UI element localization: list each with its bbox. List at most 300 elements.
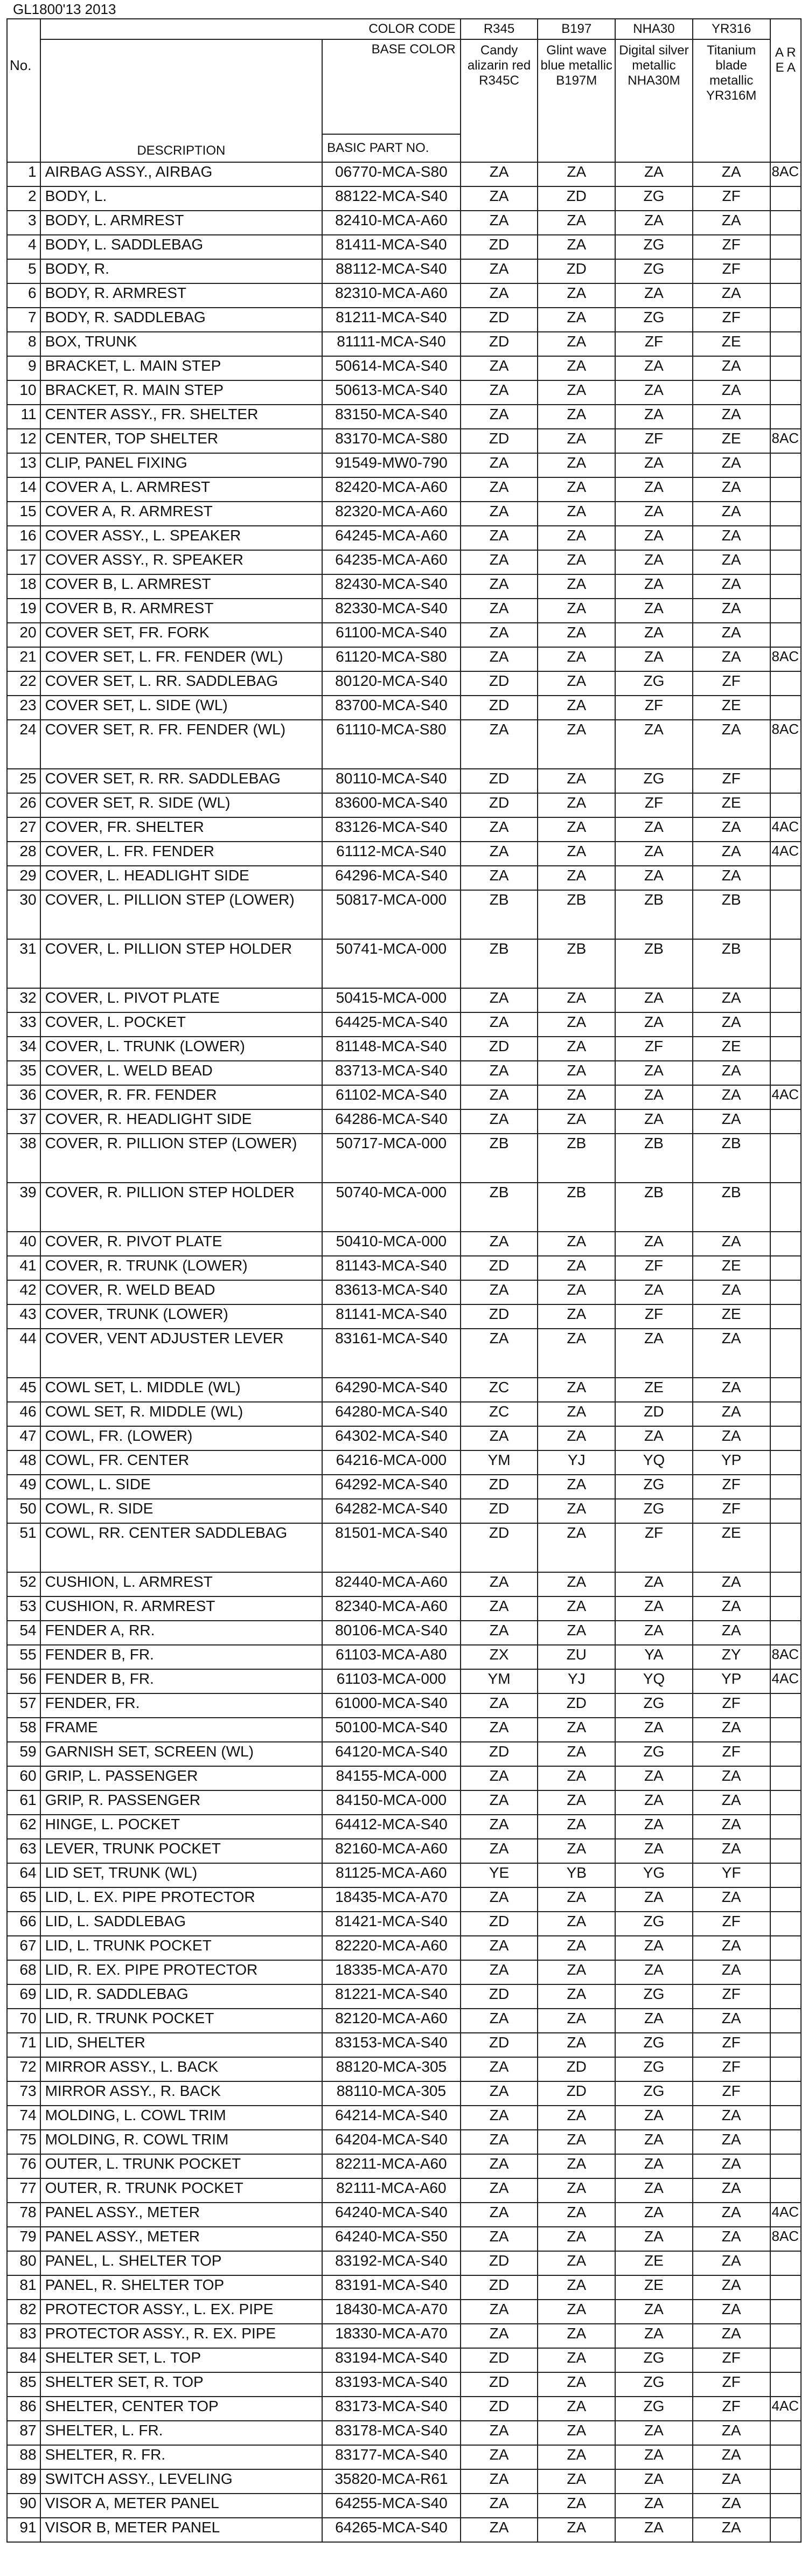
row-part-number: 81221-MCA-S40	[322, 1984, 461, 2009]
table-row	[7, 2348, 801, 2372]
row-color-code-1: ZB	[461, 890, 538, 939]
row-color-code-2: ZA	[538, 2300, 615, 2324]
row-area	[770, 453, 802, 477]
row-description: COVER SET, R. RR. SADDLEBAG	[40, 769, 322, 793]
row-part-number: 64290-MCA-S40	[322, 1378, 461, 1402]
table-row	[7, 332, 801, 356]
row-color-code-1: ZA	[461, 477, 538, 502]
header-color-name-2: Glint wave blue metallic B197M	[538, 39, 615, 162]
table-row	[7, 1378, 801, 1402]
row-color-code-3: ZA	[615, 356, 693, 380]
table-row	[7, 1134, 801, 1183]
row-description: COVER, L. FR. FENDER	[40, 842, 322, 866]
row-area	[770, 1037, 802, 1061]
row-number: 37	[7, 1109, 40, 1134]
row-number: 15	[7, 502, 40, 526]
row-description: COVER ASSY., R. SPEAKER	[40, 550, 322, 574]
row-color-code-4: YP	[693, 1669, 770, 1693]
row-color-code-1: ZA	[461, 1790, 538, 1815]
table-row	[7, 623, 801, 647]
row-color-code-4: ZA	[693, 2324, 770, 2348]
row-color-code-1: YM	[461, 1669, 538, 1693]
table-row	[7, 1790, 801, 1815]
row-color-code-1: ZA	[461, 2300, 538, 2324]
row-part-number: 50410-MCA-000	[322, 1232, 461, 1256]
row-color-code-3: ZA	[615, 623, 693, 647]
row-area: 8AC	[770, 162, 802, 186]
row-color-code-2: ZA	[538, 1621, 615, 1645]
row-description: AIRBAG ASSY., AIRBAG	[40, 162, 322, 186]
table-row	[7, 574, 801, 599]
header-color-code-3: NHA30	[615, 19, 693, 39]
row-part-number: 18330-MCA-A70	[322, 2324, 461, 2348]
row-area	[770, 1718, 802, 1742]
row-color-code-4: ZE	[693, 1304, 770, 1329]
row-color-code-3: ZA	[615, 1572, 693, 1596]
row-color-code-4: ZA	[693, 405, 770, 429]
row-number: 45	[7, 1378, 40, 1402]
row-description: SWITCH ASSY., LEVELING	[40, 2469, 322, 2494]
row-color-code-4: ZA	[693, 623, 770, 647]
row-area	[770, 2518, 802, 2542]
table-row	[7, 1450, 801, 1475]
row-area	[770, 1523, 802, 1572]
row-color-code-2: ZA	[538, 1960, 615, 1984]
table-row	[7, 939, 801, 988]
row-description: COVER, L. WELD BEAD	[40, 1061, 322, 1085]
row-color-code-2: ZA	[538, 1012, 615, 1037]
row-color-code-1: ZA	[461, 211, 538, 235]
row-area	[770, 526, 802, 550]
row-number: 74	[7, 2106, 40, 2130]
row-description: VISOR B, METER PANEL	[40, 2518, 322, 2542]
row-color-code-2: ZA	[538, 283, 615, 308]
row-color-code-2: ZA	[538, 308, 615, 332]
table-row	[7, 671, 801, 696]
row-description: COVER ASSY., L. SPEAKER	[40, 526, 322, 550]
row-area	[770, 1280, 802, 1304]
row-color-code-3: ZG	[615, 2348, 693, 2372]
row-area	[770, 1012, 802, 1037]
row-color-code-3: ZA	[615, 2300, 693, 2324]
table-row	[7, 647, 801, 671]
row-color-code-1: ZA	[461, 2154, 538, 2178]
row-color-code-2: ZA	[538, 988, 615, 1012]
row-color-code-1: ZD	[461, 1984, 538, 2009]
row-number: 76	[7, 2154, 40, 2178]
row-color-code-2: YB	[538, 1863, 615, 1887]
row-part-number: 82310-MCA-A60	[322, 283, 461, 308]
row-description: LID, SHELTER	[40, 2033, 322, 2057]
row-area	[770, 1572, 802, 1596]
table-row	[7, 2130, 801, 2154]
row-color-code-1: ZA	[461, 1426, 538, 1450]
row-color-code-3: ZA	[615, 162, 693, 186]
row-description: BODY, R.	[40, 259, 322, 283]
row-color-code-2: ZA	[538, 2203, 615, 2227]
table-row	[7, 356, 801, 380]
row-color-code-1: ZA	[461, 2494, 538, 2518]
table-row	[7, 1523, 801, 1572]
row-part-number: 50817-MCA-000	[322, 890, 461, 939]
row-part-number: 61103-MCA-A80	[322, 1645, 461, 1669]
table-row	[7, 259, 801, 283]
row-color-code-3: ZA	[615, 283, 693, 308]
row-description: SHELTER SET, R. TOP	[40, 2372, 322, 2397]
row-color-code-3: ZF	[615, 1256, 693, 1280]
row-color-code-4: ZB	[693, 1183, 770, 1232]
row-area: 8AC	[770, 647, 802, 671]
row-color-code-1: ZD	[461, 1912, 538, 1936]
row-color-code-2: ZA	[538, 2348, 615, 2372]
row-color-code-2: ZA	[538, 2518, 615, 2542]
row-part-number: 50717-MCA-000	[322, 1134, 461, 1183]
row-color-code-1: ZA	[461, 1960, 538, 1984]
row-color-code-1: ZD	[461, 1742, 538, 1766]
row-part-number: 80110-MCA-S40	[322, 769, 461, 793]
row-color-code-3: ZA	[615, 502, 693, 526]
row-part-number: 82220-MCA-A60	[322, 1936, 461, 1960]
header-color-name-4: Titanium blade metallic YR316M	[693, 39, 770, 162]
row-part-number: 83150-MCA-S40	[322, 405, 461, 429]
row-number: 33	[7, 1012, 40, 1037]
row-part-number: 64240-MCA-S50	[322, 2227, 461, 2251]
row-color-code-3: ZA	[615, 2009, 693, 2033]
row-color-code-2: ZA	[538, 2154, 615, 2178]
row-color-code-1: ZA	[461, 2106, 538, 2130]
row-description: BODY, R. SADDLEBAG	[40, 308, 322, 332]
row-color-code-3: ZA	[615, 1061, 693, 1085]
row-area	[770, 2324, 802, 2348]
row-description: MIRROR ASSY., R. BACK	[40, 2081, 322, 2106]
row-color-code-4: ZA	[693, 2178, 770, 2203]
table-row	[7, 988, 801, 1012]
row-description: COVER, L. PILLION STEP HOLDER	[40, 939, 322, 988]
row-number: 48	[7, 1450, 40, 1475]
row-color-code-3: ZG	[615, 2033, 693, 2057]
row-part-number: 64286-MCA-S40	[322, 1109, 461, 1134]
row-description: COVER, L. HEADLIGHT SIDE	[40, 866, 322, 890]
table-row	[7, 2033, 801, 2057]
table-row	[7, 1572, 801, 1596]
row-number: 77	[7, 2178, 40, 2203]
table-row	[7, 1232, 801, 1256]
row-part-number: 64214-MCA-S40	[322, 2106, 461, 2130]
row-color-code-3: ZG	[615, 1912, 693, 1936]
row-color-code-1: ZD	[461, 793, 538, 817]
row-color-code-4: ZA	[693, 2009, 770, 2033]
row-description: CUSHION, L. ARMREST	[40, 1572, 322, 1596]
row-number: 26	[7, 793, 40, 817]
row-description: COVER SET, L. RR. SADDLEBAG	[40, 671, 322, 696]
table-row	[7, 2300, 801, 2324]
row-part-number: 64235-MCA-A60	[322, 550, 461, 574]
row-color-code-3: ZA	[615, 1839, 693, 1863]
row-color-code-1: ZA	[461, 2445, 538, 2469]
row-part-number: 64216-MCA-000	[322, 1450, 461, 1475]
row-color-code-3: ZA	[615, 453, 693, 477]
row-area	[770, 1936, 802, 1960]
row-area	[770, 186, 802, 211]
row-description: COVER, VENT ADJUSTER LEVER	[40, 1329, 322, 1378]
row-color-code-4: ZA	[693, 550, 770, 574]
row-color-code-1: ZA	[461, 259, 538, 283]
row-color-code-2: ZA	[538, 356, 615, 380]
row-area	[770, 1596, 802, 1621]
row-description: COVER, R. TRUNK (LOWER)	[40, 1256, 322, 1280]
row-color-code-2: ZA	[538, 1887, 615, 1912]
row-part-number: 64120-MCA-S40	[322, 1742, 461, 1766]
row-number: 7	[7, 308, 40, 332]
row-color-code-4: ZA	[693, 599, 770, 623]
row-color-code-1: ZA	[461, 866, 538, 890]
row-number: 27	[7, 817, 40, 842]
row-description: SHELTER, CENTER TOP	[40, 2397, 322, 2421]
row-part-number: 83170-MCA-S80	[322, 429, 461, 453]
row-color-code-3: ZA	[615, 720, 693, 769]
row-color-code-4: ZA	[693, 2106, 770, 2130]
row-area	[770, 1815, 802, 1839]
row-color-code-1: ZD	[461, 1304, 538, 1329]
row-number: 63	[7, 1839, 40, 1863]
table-row	[7, 2494, 801, 2518]
row-color-code-2: ZA	[538, 2494, 615, 2518]
row-color-code-3: ZA	[615, 1109, 693, 1134]
row-color-code-4: YP	[693, 1450, 770, 1475]
row-color-code-4: ZA	[693, 2154, 770, 2178]
row-color-code-1: ZA	[461, 599, 538, 623]
row-part-number: 88120-MCA-305	[322, 2057, 461, 2081]
row-color-code-4: ZA	[693, 647, 770, 671]
row-description: FENDER A, RR.	[40, 1621, 322, 1645]
row-part-number: 64280-MCA-S40	[322, 1402, 461, 1426]
row-color-code-2: ZA	[538, 599, 615, 623]
row-part-number: 81411-MCA-S40	[322, 235, 461, 259]
row-part-number: 83194-MCA-S40	[322, 2348, 461, 2372]
header-color-code: COLOR CODE	[40, 19, 461, 39]
row-description: LID, R. TRUNK POCKET	[40, 2009, 322, 2033]
row-color-code-3: ZA	[615, 817, 693, 842]
row-color-code-2: ZA	[538, 2445, 615, 2469]
row-color-code-2: ZA	[538, 162, 615, 186]
row-color-code-3: ZA	[615, 1815, 693, 1839]
row-color-code-1: ZA	[461, 1815, 538, 1839]
row-color-code-2: ZA	[538, 1304, 615, 1329]
row-color-code-4: ZF	[693, 1693, 770, 1718]
row-description: SHELTER, L. FR.	[40, 2421, 322, 2445]
row-color-code-4: ZF	[693, 235, 770, 259]
row-area	[770, 2275, 802, 2300]
row-number: 79	[7, 2227, 40, 2251]
row-number: 5	[7, 259, 40, 283]
row-color-code-1: ZA	[461, 550, 538, 574]
row-area	[770, 2154, 802, 2178]
row-number: 58	[7, 1718, 40, 1742]
row-area	[770, 1790, 802, 1815]
row-number: 36	[7, 1085, 40, 1109]
row-number: 62	[7, 1815, 40, 1839]
row-color-code-2: ZA	[538, 1378, 615, 1402]
row-color-code-4: ZA	[693, 1790, 770, 1815]
row-color-code-4: ZA	[693, 1596, 770, 1621]
row-number: 21	[7, 647, 40, 671]
row-color-code-4: ZE	[693, 1523, 770, 1572]
table-row	[7, 769, 801, 793]
table-row	[7, 2251, 801, 2275]
row-part-number: 18335-MCA-A70	[322, 1960, 461, 1984]
table-row	[7, 2518, 801, 2542]
row-part-number: 83191-MCA-S40	[322, 2275, 461, 2300]
row-color-code-3: YQ	[615, 1669, 693, 1693]
header-color-name-1: Candy alizarin red R345C	[461, 39, 538, 162]
row-number: 9	[7, 356, 40, 380]
row-color-code-4: ZA	[693, 2275, 770, 2300]
table-row	[7, 1329, 801, 1378]
row-color-code-2: ZD	[538, 2081, 615, 2106]
row-color-code-4: ZF	[693, 2081, 770, 2106]
row-part-number: 61102-MCA-S40	[322, 1085, 461, 1109]
header-area: A R E A	[770, 19, 802, 162]
row-color-code-4: ZA	[693, 2130, 770, 2154]
row-part-number: 83192-MCA-S40	[322, 2251, 461, 2275]
row-color-code-4: ZA	[693, 1815, 770, 1839]
row-description: COWL, L. SIDE	[40, 1475, 322, 1499]
row-color-code-1: ZA	[461, 1766, 538, 1790]
row-color-code-1: YM	[461, 1450, 538, 1475]
row-color-code-2: ZA	[538, 1475, 615, 1499]
row-color-code-4: ZE	[693, 793, 770, 817]
row-description: OUTER, L. TRUNK POCKET	[40, 2154, 322, 2178]
row-color-code-3: YQ	[615, 1450, 693, 1475]
row-description: BOX, TRUNK	[40, 332, 322, 356]
row-color-code-3: ZG	[615, 2397, 693, 2421]
table-row	[7, 1475, 801, 1499]
row-description: LID, R. EX. PIPE PROTECTOR	[40, 1960, 322, 1984]
row-color-code-4: ZA	[693, 1061, 770, 1085]
row-number: 20	[7, 623, 40, 647]
row-description: COVER SET, FR. FORK	[40, 623, 322, 647]
table-row	[7, 1280, 801, 1304]
table-row	[7, 283, 801, 308]
row-number: 51	[7, 1523, 40, 1572]
table-row	[7, 405, 801, 429]
row-color-code-1: ZA	[461, 2324, 538, 2348]
row-number: 66	[7, 1912, 40, 1936]
row-color-code-2: ZA	[538, 1815, 615, 1839]
row-color-code-1: ZD	[461, 1256, 538, 1280]
row-color-code-1: ZA	[461, 623, 538, 647]
row-color-code-1: ZC	[461, 1378, 538, 1402]
row-color-code-3: ZA	[615, 1766, 693, 1790]
row-description: COWL, RR. CENTER SADDLEBAG	[40, 1523, 322, 1572]
row-description: COVER, R. FR. FENDER	[40, 1085, 322, 1109]
table-row	[7, 1936, 801, 1960]
row-number: 30	[7, 890, 40, 939]
row-description: FRAME	[40, 1718, 322, 1742]
row-area	[770, 1232, 802, 1256]
row-color-code-3: ZG	[615, 308, 693, 332]
row-color-code-3: ZA	[615, 842, 693, 866]
row-color-code-1: ZA	[461, 720, 538, 769]
row-color-code-1: ZA	[461, 380, 538, 405]
row-part-number: 35820-MCA-R61	[322, 2469, 461, 2494]
row-color-code-3: ZA	[615, 2494, 693, 2518]
row-part-number: 82160-MCA-A60	[322, 1839, 461, 1863]
row-color-code-4: ZA	[693, 2300, 770, 2324]
row-area	[770, 259, 802, 283]
table-row	[7, 2397, 801, 2421]
row-number: 67	[7, 1936, 40, 1960]
row-color-code-3: ZA	[615, 2106, 693, 2130]
row-area	[770, 211, 802, 235]
row-description: FENDER B, FR.	[40, 1669, 322, 1693]
row-number: 3	[7, 211, 40, 235]
table-row	[7, 1718, 801, 1742]
row-area	[770, 1839, 802, 1863]
row-description: COVER SET, L. FR. FENDER (WL)	[40, 647, 322, 671]
row-color-code-2: ZA	[538, 1596, 615, 1621]
row-area	[770, 502, 802, 526]
row-number: 83	[7, 2324, 40, 2348]
row-number: 34	[7, 1037, 40, 1061]
row-color-code-4: ZF	[693, 308, 770, 332]
row-color-code-4: ZA	[693, 211, 770, 235]
row-color-code-4: ZA	[693, 1426, 770, 1450]
row-number: 14	[7, 477, 40, 502]
row-part-number: 64425-MCA-S40	[322, 1012, 461, 1037]
row-color-code-2: ZA	[538, 1984, 615, 2009]
row-color-code-2: ZA	[538, 1912, 615, 1936]
table-row	[7, 1085, 801, 1109]
row-description: COVER SET, L. SIDE (WL)	[40, 696, 322, 720]
row-number: 6	[7, 283, 40, 308]
row-color-code-4: ZF	[693, 1742, 770, 1766]
row-area	[770, 405, 802, 429]
row-color-code-3: ZA	[615, 1960, 693, 1984]
row-color-code-2: ZA	[538, 2106, 615, 2130]
row-number: 71	[7, 2033, 40, 2057]
row-part-number: 82440-MCA-A60	[322, 1572, 461, 1596]
row-number: 31	[7, 939, 40, 988]
row-area: 4AC	[770, 842, 802, 866]
row-color-code-2: ZA	[538, 235, 615, 259]
table-row	[7, 1887, 801, 1912]
row-color-code-3: ZA	[615, 2324, 693, 2348]
row-area	[770, 1450, 802, 1475]
row-color-code-3: ZG	[615, 1742, 693, 1766]
row-color-code-4: ZA	[693, 2203, 770, 2227]
row-color-code-1: ZD	[461, 1499, 538, 1523]
row-area: 4AC	[770, 2397, 802, 2421]
row-color-code-2: ZA	[538, 2397, 615, 2421]
row-description: BODY, L. ARMREST	[40, 211, 322, 235]
row-color-code-3: ZG	[615, 1693, 693, 1718]
row-number: 29	[7, 866, 40, 890]
row-color-code-1: ZB	[461, 939, 538, 988]
row-color-code-3: ZA	[615, 2227, 693, 2251]
row-color-code-2: ZA	[538, 1085, 615, 1109]
row-color-code-2: ZA	[538, 380, 615, 405]
row-description: CUSHION, R. ARMREST	[40, 1596, 322, 1621]
row-color-code-2: ZD	[538, 1693, 615, 1718]
table-row	[7, 2081, 801, 2106]
row-color-code-2: ZA	[538, 623, 615, 647]
row-color-code-1: ZD	[461, 2372, 538, 2397]
row-color-code-2: ZA	[538, 2469, 615, 2494]
row-color-code-3: ZF	[615, 1037, 693, 1061]
row-color-code-3: YG	[615, 1863, 693, 1887]
row-color-code-3: ZA	[615, 2130, 693, 2154]
